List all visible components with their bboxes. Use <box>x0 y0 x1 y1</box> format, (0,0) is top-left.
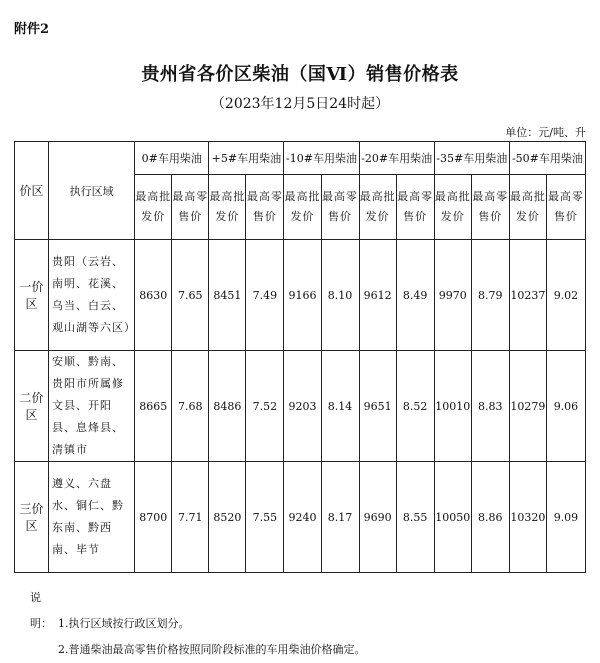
header-retail: 最高零售价 <box>471 175 509 240</box>
header-wholesale: 最高批发价 <box>434 175 471 240</box>
notes <box>30 585 366 663</box>
price-cell: 9.02 <box>546 240 585 351</box>
price-cell: 9612 <box>359 240 396 351</box>
tier-cell: 三价区 <box>15 462 49 573</box>
price-cell: 8.49 <box>396 240 434 351</box>
price-cell: 8.79 <box>471 240 509 351</box>
header-retail: 最高零售价 <box>321 175 359 240</box>
table-row <box>15 351 586 462</box>
header-fuel: -20#车用柴油 <box>359 142 434 175</box>
unit-label: 单位：元/吨、升 <box>505 126 586 139</box>
region-cell: 遵义、六盘水、铜仁、黔东南、黔西南、毕节 <box>49 462 135 573</box>
price-cell: 10050 <box>434 462 471 573</box>
header-fuel: -50#车用柴油 <box>509 142 585 175</box>
attachment-label: 附件2 <box>14 22 50 37</box>
price-cell: 9203 <box>284 351 321 462</box>
table-row <box>15 462 586 573</box>
price-cell: 7.71 <box>172 462 209 573</box>
header-fuel: -10#车用柴油 <box>284 142 359 175</box>
header-wholesale: 最高批发价 <box>135 175 172 240</box>
price-cell: 7.55 <box>246 462 284 573</box>
price-cell: 10279 <box>509 351 546 462</box>
price-cell: 8.86 <box>471 462 509 573</box>
price-cell: 7.52 <box>246 351 284 462</box>
tier-cell: 二价区 <box>15 351 49 462</box>
price-cell: 8700 <box>135 462 172 573</box>
price-cell: 8630 <box>135 240 172 351</box>
table-row <box>15 240 586 351</box>
price-cell: 8.17 <box>321 462 359 573</box>
price-cell: 10010 <box>434 351 471 462</box>
price-cell: 7.49 <box>246 240 284 351</box>
note-item <box>30 637 366 663</box>
header-fuel: +5#车用柴油 <box>209 142 284 175</box>
header-fuel: -35#车用柴油 <box>434 142 509 175</box>
header-wholesale: 最高批发价 <box>209 175 246 240</box>
price-cell: 8.52 <box>396 351 434 462</box>
header-wholesale: 最高批发价 <box>509 175 546 240</box>
header-row-fuel <box>15 142 586 175</box>
price-cell: 8.14 <box>321 351 359 462</box>
note-item <box>30 585 366 637</box>
price-cell: 7.68 <box>172 351 209 462</box>
price-cell: 9.06 <box>546 351 585 462</box>
header-retail: 最高零售价 <box>546 175 585 240</box>
price-cell: 8486 <box>209 351 246 462</box>
price-cell: 9240 <box>284 462 321 573</box>
header-retail: 最高零售价 <box>172 175 209 240</box>
region-cell: 贵阳（云岩、南明、花溪、乌当、白云、观山湖等六区） <box>49 240 135 351</box>
price-cell: 7.65 <box>172 240 209 351</box>
page-title: 贵州省各价区柴油（国Ⅵ）销售价格表 <box>141 64 459 85</box>
effective-date: （2023年12月5日24时起） <box>210 96 390 112</box>
price-cell: 8451 <box>209 240 246 351</box>
note-text: 2.普通柴油最高零售价格按照同阶段标准的车用柴油价格确定。 <box>58 643 366 656</box>
price-cell: 8665 <box>135 351 172 462</box>
header-wholesale: 最高批发价 <box>359 175 396 240</box>
price-cell: 8.83 <box>471 351 509 462</box>
price-cell: 9166 <box>284 240 321 351</box>
header-tier: 价区 <box>15 142 49 240</box>
header-retail: 最高零售价 <box>396 175 434 240</box>
tier-cell: 一价区 <box>15 240 49 351</box>
price-cell: 9970 <box>434 240 471 351</box>
note-text: 1.执行区域按行政区划分。 <box>58 617 190 630</box>
price-table <box>14 141 586 573</box>
price-cell: 10320 <box>509 462 546 573</box>
price-cell: 8.55 <box>396 462 434 573</box>
price-cell: 9651 <box>359 351 396 462</box>
header-region: 执行区域 <box>49 142 135 240</box>
header-fuel: 0#车用柴油 <box>135 142 209 175</box>
price-cell: 9.09 <box>546 462 585 573</box>
price-cell: 8520 <box>209 462 246 573</box>
header-retail: 最高零售价 <box>246 175 284 240</box>
header-wholesale: 最高批发价 <box>284 175 321 240</box>
price-cell: 9690 <box>359 462 396 573</box>
region-cell: 安顺、黔南、贵阳市所属修文县、开阳县、息烽县、清镇市 <box>49 351 135 462</box>
notes-label: 说明： <box>30 591 52 630</box>
price-cell: 8.10 <box>321 240 359 351</box>
price-cell: 10237 <box>509 240 546 351</box>
